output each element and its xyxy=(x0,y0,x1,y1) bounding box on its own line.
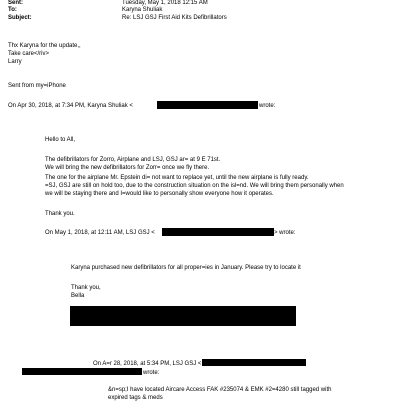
subject-label: Subject: xyxy=(8,15,32,21)
quote3-attribution-start: On A=r 28, 2018, at 5:34 PM, LSJ GSJ < xyxy=(93,361,202,367)
quote1-paragraph-4a: =SJ, GSJ are still on hold too, due to the construction situation on the isl=nd. We will bring them personally when xyxy=(45,183,344,189)
quote2-name: Bella xyxy=(71,293,85,299)
reply-line-2: Take care</riv> xyxy=(8,51,50,57)
quote3-line-2: expired tags & meds xyxy=(108,395,163,401)
quote3-attribution-end: wrote: xyxy=(143,370,160,376)
quote1-thanks: Thank you. xyxy=(45,211,75,217)
quote1-paragraph-2: We will bring the new defibrillators for Zorr= once we fly there. xyxy=(45,165,210,171)
quote1-attribution-start: On Apr 30, 2018, at 7:34 PM, Karyna Shuliak < xyxy=(8,103,133,109)
reply-signoff: Larry xyxy=(8,59,22,65)
sent-label: Sent: xyxy=(8,0,23,6)
redaction-bar xyxy=(157,101,258,109)
reply-signature: Sent from my=iPhone xyxy=(8,83,66,89)
quote1-attribution-end: wrote: xyxy=(259,103,276,109)
quote2-thanks: Thank you, xyxy=(71,285,101,291)
quote1-greeting: Hello to All, xyxy=(45,137,76,143)
quote1-paragraph-4b: we will be staying there and I=would like to personally show everyone how it operates. xyxy=(45,191,274,197)
reply-line-1: Thx Karyna for the update,, xyxy=(8,43,81,49)
quote2-attribution-end: > wrote: xyxy=(274,230,296,236)
quote2-attribution-start: On May 1, 2018, at 12:11 AM, LSJ GSJ < xyxy=(45,230,155,236)
quote2-body: Karyna purchased new defibrillators for all proper=ies in January. Please try to locate it xyxy=(71,265,301,271)
redaction-bar xyxy=(202,359,306,366)
quote1-paragraph-1: The defibrillators for Zorro, Airplane and LSJ, GSJ ar= at 9 E 71st. xyxy=(45,157,221,163)
sent-value: Tuesday, May 1, 2018 12:15 AM xyxy=(122,0,208,6)
quote1-paragraph-3: The one for the airplane Mr. Epstein di= not want to replace yet, until the new airplane is fully ready. xyxy=(45,175,309,181)
redaction-bar xyxy=(22,368,142,375)
to-label: To: xyxy=(8,7,17,13)
redaction-bar xyxy=(162,228,274,236)
redaction-bar xyxy=(70,306,296,326)
to-value: Karyna Shuliak xyxy=(122,7,163,13)
subject-value: Re: LSJ GSJ First Aid Kits Defibrillators xyxy=(122,15,227,21)
quote3-line-1: &n=sp;I have located Aircare Access FAK #235074 & EMK #2=4280 still tagged with xyxy=(108,387,332,393)
